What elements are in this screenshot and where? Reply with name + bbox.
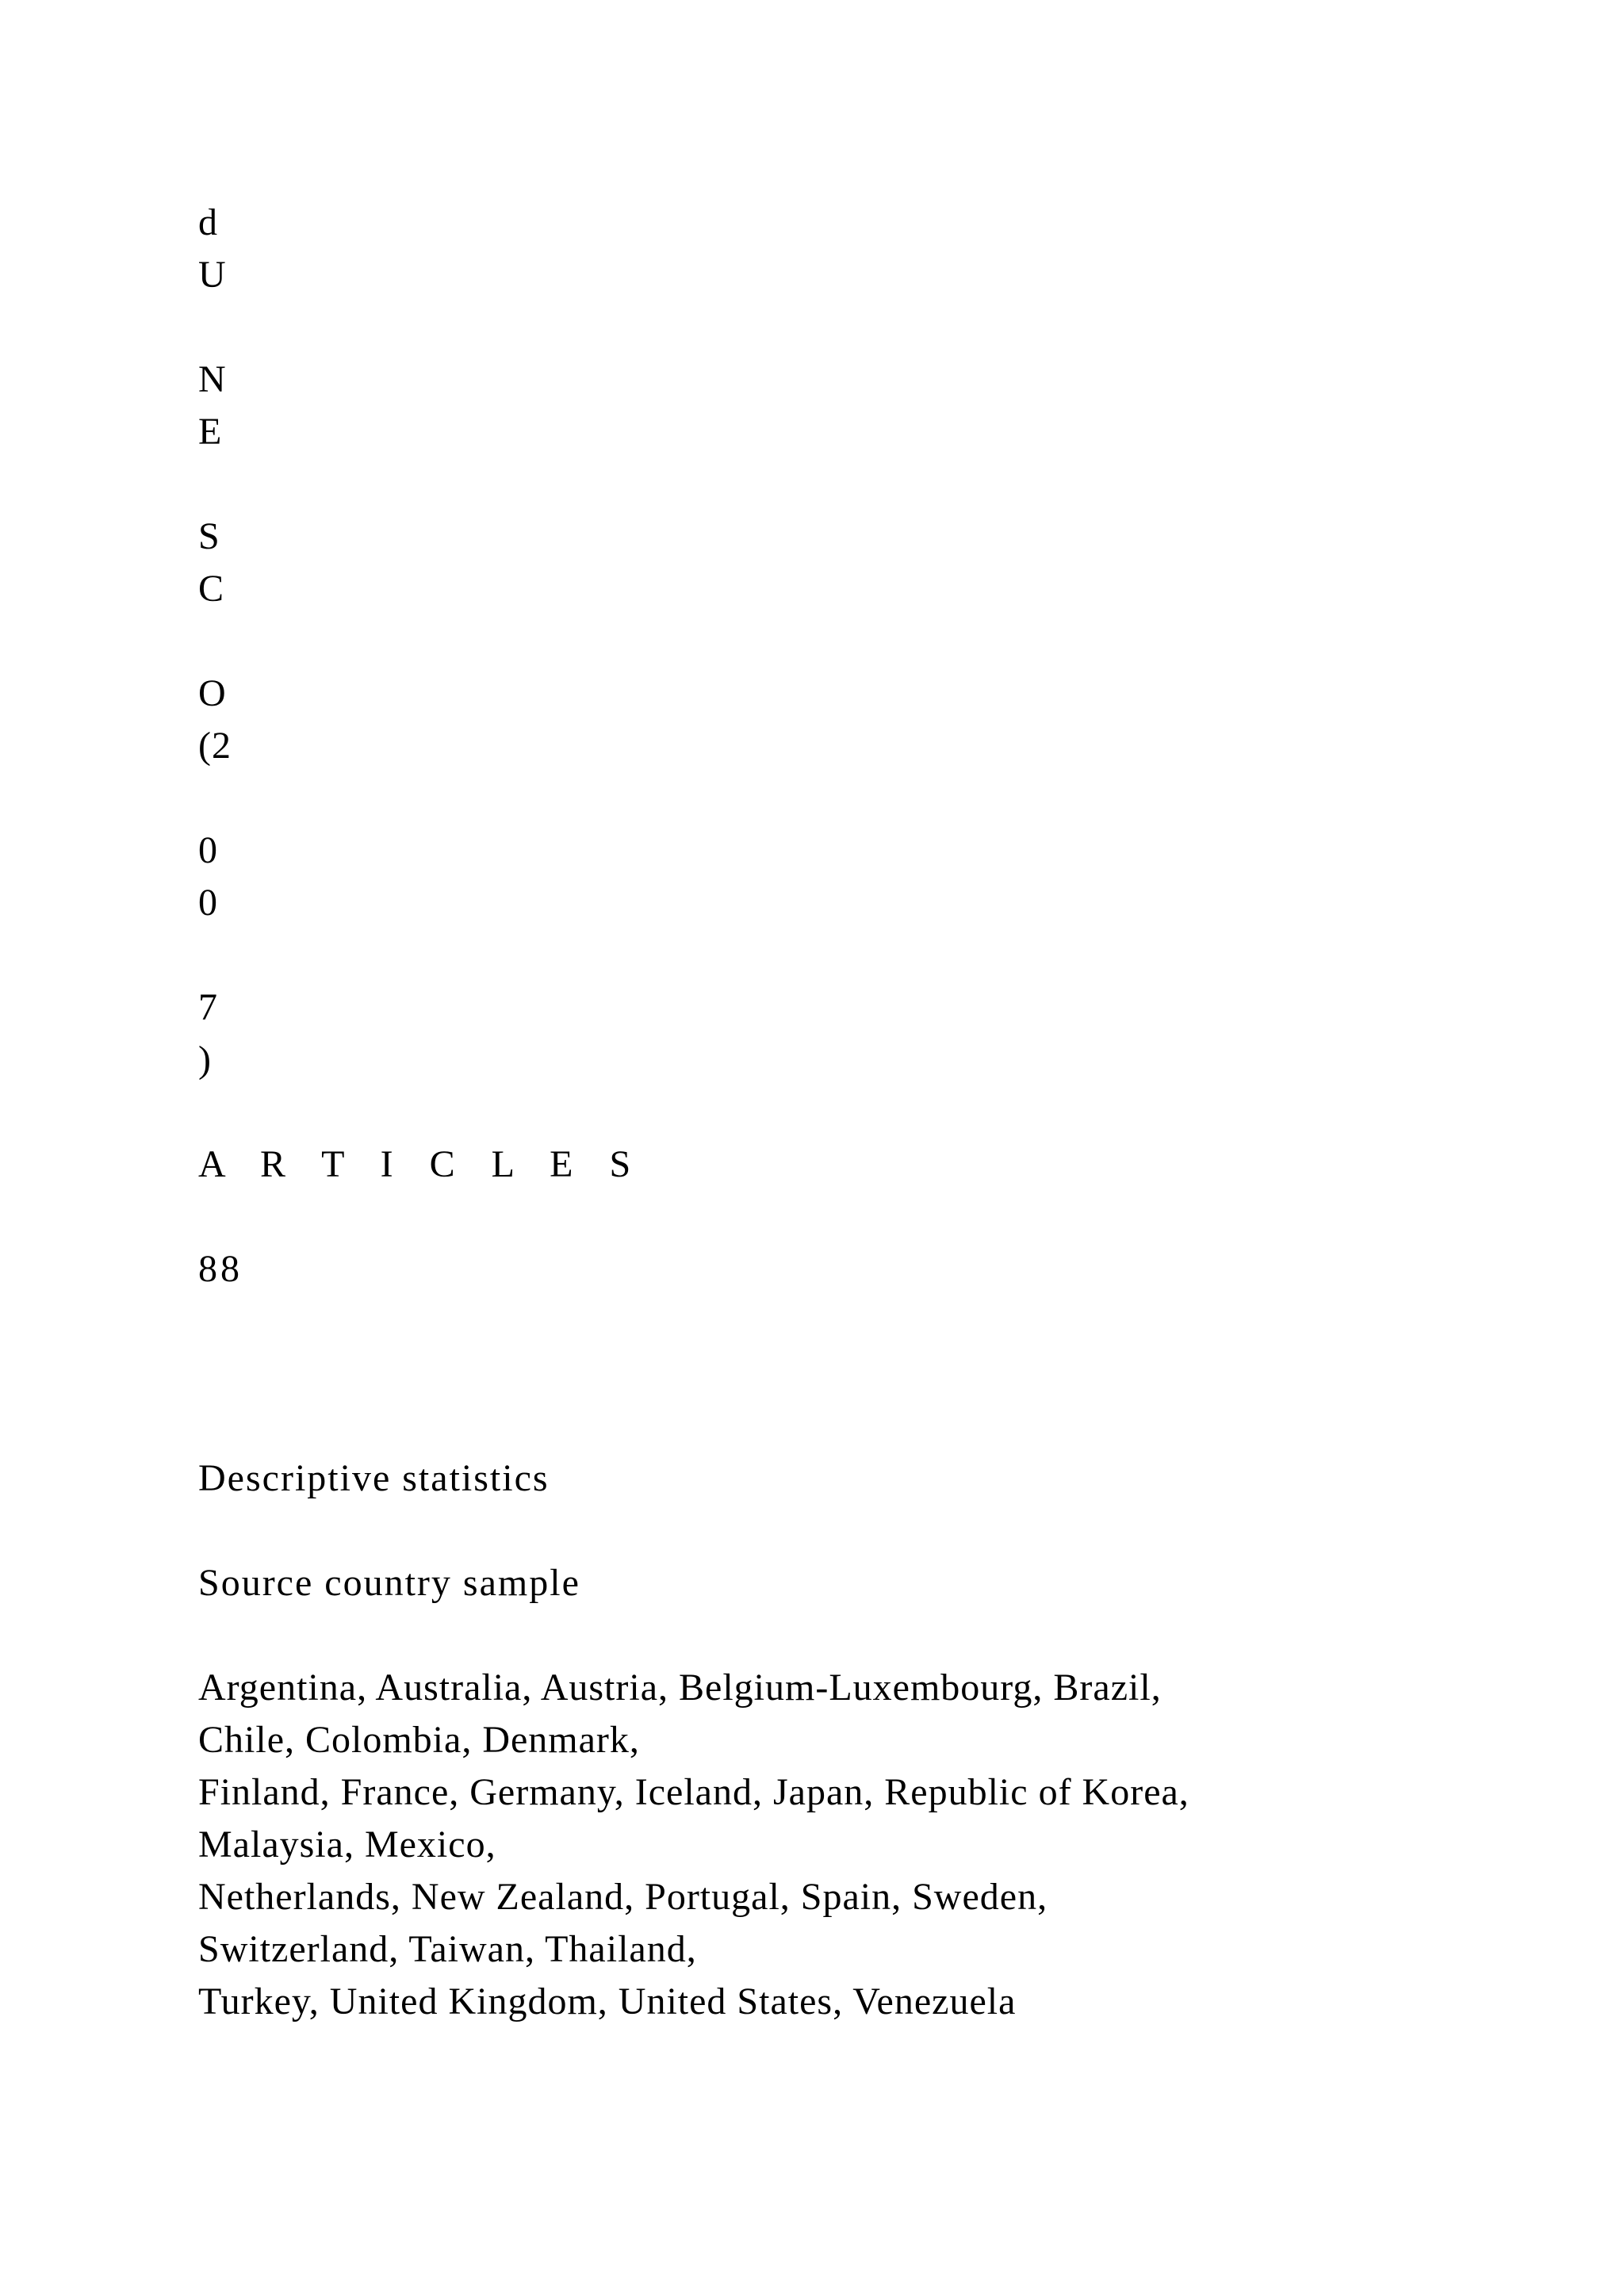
page-number: 88 xyxy=(198,1248,243,1290)
section-label: A R T I C L E S xyxy=(198,1143,645,1185)
vertical-char: S xyxy=(198,515,220,557)
subheading: Source country sample xyxy=(198,1562,580,1604)
vertical-char: 0 xyxy=(198,882,218,924)
vertical-char: U xyxy=(198,254,227,296)
vertical-char: ) xyxy=(198,1039,212,1081)
vertical-char: N xyxy=(198,358,227,400)
vertical-char: C xyxy=(198,568,225,610)
country-list-line: Switzerland, Taiwan, Thailand, xyxy=(198,1928,697,1970)
country-list-line: Netherlands, New Zealand, Portugal, Spain, Sweden, xyxy=(198,1876,1048,1918)
vertical-char: O xyxy=(198,672,227,714)
section-heading: Descriptive statistics xyxy=(198,1457,550,1499)
vertical-char: 7 xyxy=(198,986,218,1028)
country-list-line: Turkey, United Kingdom, United States, Venezuela xyxy=(198,1980,1017,2022)
vertical-char: 0 xyxy=(198,829,218,871)
country-list-line: Malaysia, Mexico, xyxy=(198,1823,496,1866)
vertical-char: d xyxy=(198,201,218,243)
country-list-line: Finland, France, Germany, Iceland, Japan, Republic of Korea, xyxy=(198,1771,1189,1813)
country-list-line: Argentina, Australia, Austria, Belgium-Luxembourg, Brazil, xyxy=(198,1667,1162,1709)
vertical-char: (2 xyxy=(198,725,232,767)
vertical-char: E xyxy=(198,411,223,453)
country-list-line: Chile, Colombia, Denmark, xyxy=(198,1719,640,1761)
